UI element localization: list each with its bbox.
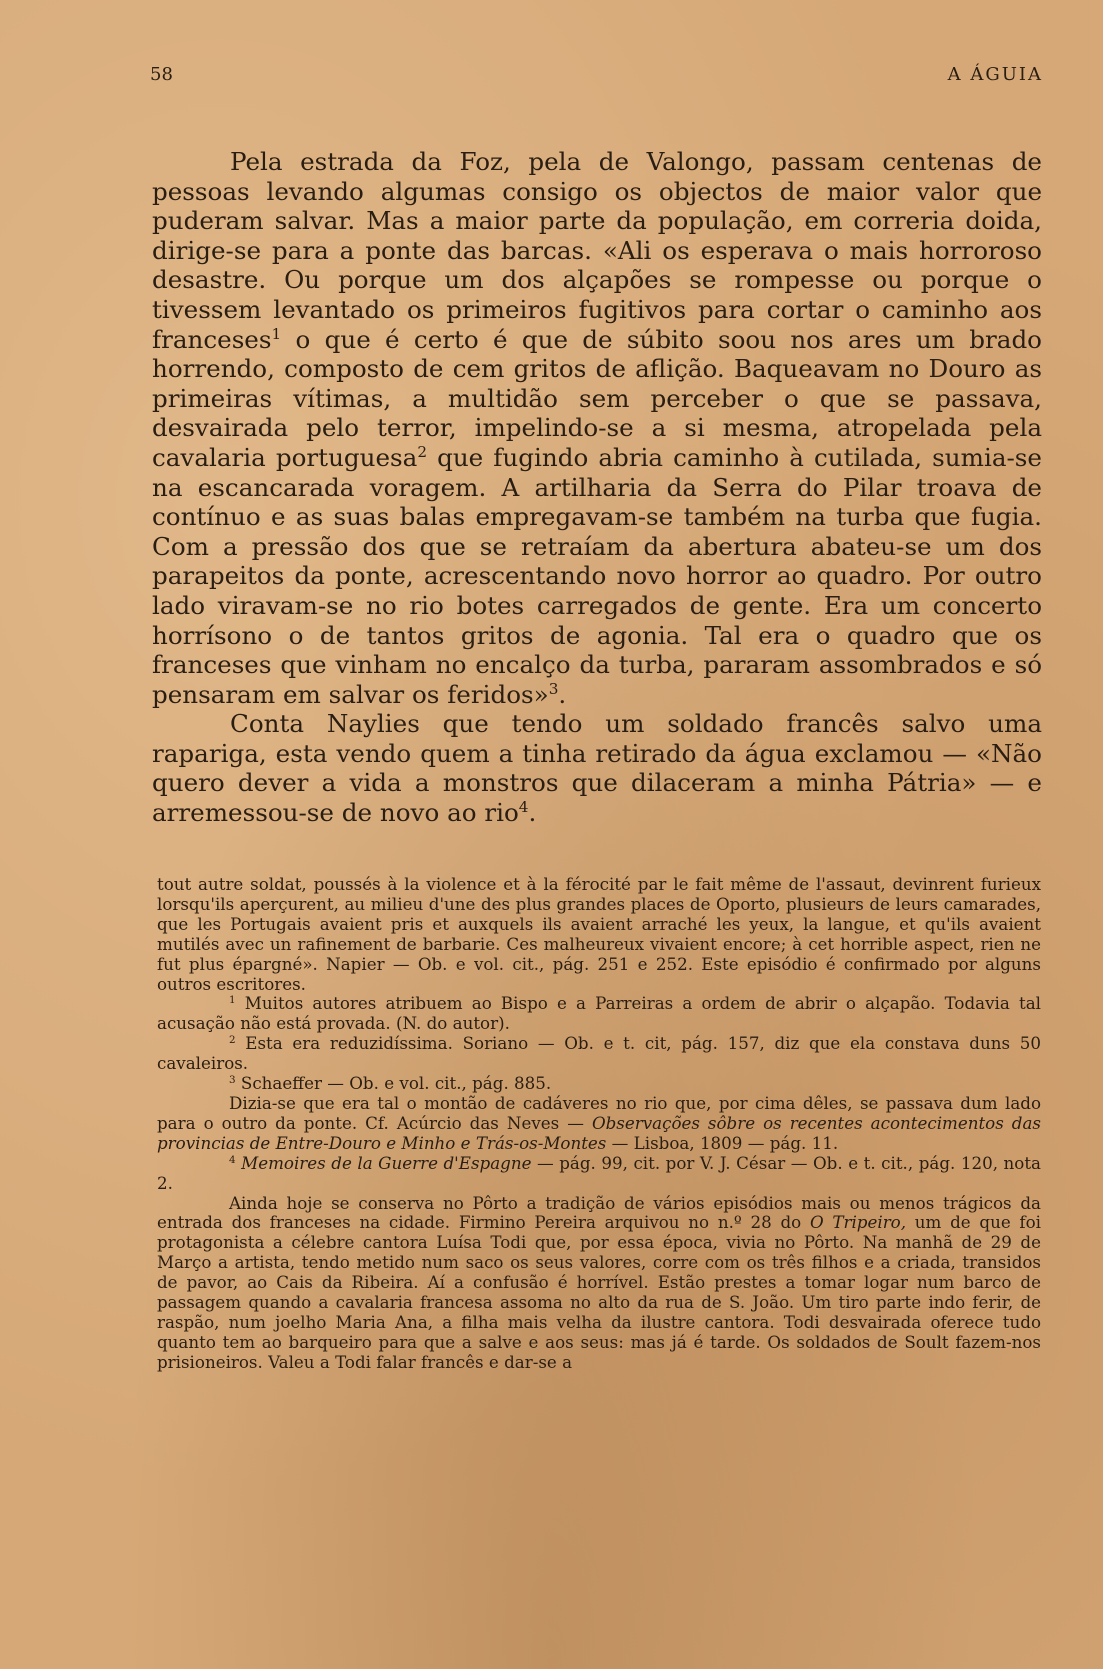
footnote-4-mark: 4 [229, 1153, 236, 1166]
footnote-4 [157, 1154, 1041, 1194]
footnote-4b-part-b: um de que foi protagonista a célebre cantora Luísa Todi que, por essa época, vivia no Pôrto. Na manhã de 29 de Março a artista, tendo metido num saco os seus valores, corre com os três filhos e a criada, transidos de pavor, ao Cais da Ribeira. Aí a confusão é horrível. Estão prestes a tomar logar num barco de passagem quando a cavalaria francesa assoma no alto da rua de S. João. Um tiro parte indo ferir, de raspão, num joelho Maria Ana, a filha mais velha da ilustre cantora. Todi desvairada oferece tudo quanto tem ao barqueiro para que a salve e aos seus: mas já é tarde. Os soldados de Soult fazem-nos prisioneiros. Valeu a Todi falar francês e dar-se a [157, 1212, 1041, 1372]
footnote-ref-2: 2 [417, 442, 428, 461]
paragraph-2 [152, 709, 1042, 827]
paragraph-1-part-a: Pela estrada da Foz, pela de Valongo, passam centenas de pessoas levando algumas consigo os objectos de maior valor que puderam salvar. Mas a maior parte da população, em correria doida, dirige-se para a ponte das barcas. «Ali os esperava o mais horroroso desastre. Ou porque um dos alçapões se rompesse ou porque o tivessem levantado os primeiros fugitivos para cortar o caminho aos franceses [152, 147, 1042, 354]
footnote-4-text: — pág. 99, cit. por V. J. César — Ob. e t. cit., pág. 120, nota 2. [157, 1152, 1041, 1193]
paragraph-1-part-b: o que é certo é que de súbito soou nos ares um brado horrendo, composto de cem gritos de aflição. Baqueavam no Douro as primeiras vítimas, a multidão sem perceber o que se passava, desvairada pelo terror, impelindo-se a si mesma, atropelada pela cavalaria portuguesa [152, 324, 1042, 472]
footnote-1-text: Muitos autores atribuem ao Bispo e a Parreiras a ordem de abrir o alçapão. Todavia tal acusação não está provada. (N. do autor). [157, 993, 1041, 1034]
footnote-3b-part-b: — Lisboa, 1809 — pág. 11. [606, 1132, 839, 1153]
footnote-3 [157, 1074, 1041, 1094]
footnote-4b-title: O Tripeiro, [809, 1212, 907, 1233]
footnote-1-mark: 1 [229, 994, 236, 1007]
paragraph-2-end: . [528, 798, 537, 828]
footnote-continuation: tout autre soldat, poussés à la violence et à la férocité par le fait même de l'assaut, devinrent furieux lorsqu'ils aperçurent, au milieu d'une des plus grandes places de Oporto, plusieurs de leurs camarades, que les Portugais avaient pris et auxquels ils avaient arraché les yeux, la langue, et qu'ils avaient mutilés avec un rafinement de barbarie. Ces malheureux vivaient encore; à cet horrible aspect, rien ne fut plus épargné». Napier — Ob. e vol. cit., pág. 251 e 252. Este episódio é confirmado por alguns outros escritores. [157, 874, 1041, 994]
footnote-2-mark: 2 [229, 1034, 236, 1047]
footnote-ref-1: 1 [271, 324, 282, 343]
footnote-ref-4: 4 [518, 797, 529, 816]
footnote-3b-title: Observações sôbre os recentes acontecimentos das provincias de Entre-Douro e Minho e Trás-os-Montes [157, 1112, 1041, 1153]
footnote-3b-part-a: Dizia-se que era tal o montão de cadáveres no rio que, por cima dêles, se passava dum lado para o outro da ponte. Cf. Acúrcio das Neves — [157, 1092, 1041, 1133]
footnotes [157, 875, 1041, 1373]
footnote-ref-3: 3 [548, 679, 559, 698]
footnote-4-continuation [157, 1194, 1041, 1373]
footnote-4-title: Memoires de la Guerre d'Espagne [241, 1152, 532, 1173]
main-text [152, 147, 1042, 828]
footnote-4b-part-a: Ainda hoje se conserva no Pôrto a tradição de vários episódios mais ou menos trágicos da entrada dos franceses na cidade. Firmino Pereira arquivou no n.º 28 do [157, 1192, 1041, 1233]
page-number: 58 [150, 64, 173, 85]
page-header [150, 64, 1043, 88]
paragraph-2-part-a: Conta Naylies que tendo um soldado francês salvo uma rapariga, esta vendo quem a tinha retirado da água exclamou — «Não quero dever a vida a monstros que dilaceram a minha Pátria» — e arremessou-se de novo ao rio [152, 709, 1042, 828]
footnote-3-continuation [157, 1094, 1041, 1154]
paragraph-1 [152, 147, 1042, 709]
footnote-2-text: Esta era reduzidíssima. Soriano — Ob. e t. cit, pág. 157, diz que ela constava duns 50 cavaleiros. [157, 1033, 1041, 1074]
footnote-3-mark: 3 [229, 1073, 236, 1086]
footnote-3-text: Schaeffer — Ob. e vol. cit., pág. 885. [235, 1073, 552, 1094]
footnote-2 [157, 1034, 1041, 1074]
footnote-1 [157, 994, 1041, 1034]
running-title: A ÁGUIA [947, 64, 1043, 85]
paragraph-1-end: . [558, 679, 567, 709]
paragraph-1-part-c: que fugindo abria caminho à cutilada, sumia-se na escancarada voragem. A artilharia da Serra do Pilar troava de contínuo e as suas balas empregavam-se também na turba que fugia. Com a pressão dos que se retraíam da abertura abateu-se um dos parapeitos da ponte, acrescentando novo horror ao quadro. Por outro lado viravam-se no rio botes carregados de gente. Era um concerto horrísono o de tantos gritos de agonia. Tal era o quadro que os franceses que vinham no encalço da turba, pararam assombrados e só pensaram em salvar os feridos» [152, 442, 1042, 709]
